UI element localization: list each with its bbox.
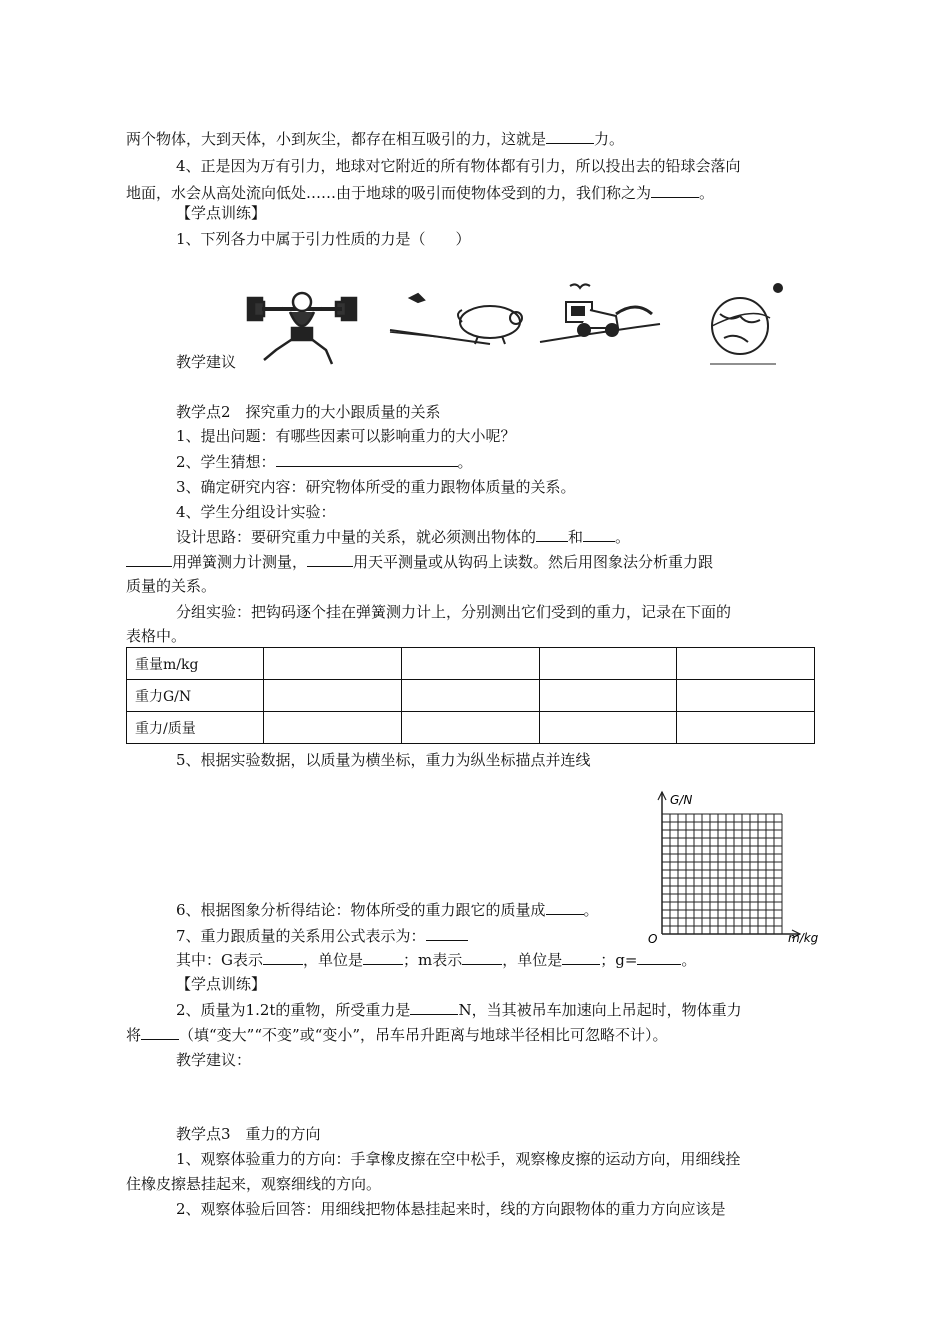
table-row (127, 648, 815, 680)
fill-blank[interactable] (141, 1025, 179, 1040)
sled-animal-image (390, 294, 522, 344)
weightlifter-image (248, 293, 356, 364)
section-heading: 【学点训练】 (176, 204, 267, 222)
grid-lines (662, 814, 782, 934)
fill-blank[interactable] (651, 183, 699, 198)
earth-moon-image (710, 284, 782, 364)
table-cell[interactable] (264, 648, 402, 680)
fill-blank[interactable] (126, 552, 172, 567)
table-cell[interactable] (677, 712, 815, 744)
section-heading: 教学点2 探究重力的大小跟质量的关系 (176, 403, 441, 421)
fill-blank[interactable] (546, 900, 584, 915)
vehicle-image (540, 284, 660, 342)
table-cell[interactable] (539, 680, 677, 712)
text-line: 两个物体，大到天体，小到灰尘，都存在相互吸引的力，这就是 力。 (126, 130, 625, 148)
fill-blank[interactable] (536, 527, 568, 542)
y-axis-label: G/N (670, 793, 693, 807)
row-label: 重力G/N (127, 680, 264, 712)
table-cell[interactable] (677, 680, 815, 712)
formula-blank[interactable] (426, 926, 468, 941)
text-line: 2、观察体验后回答：用细线把物体悬挂起来时，线的方向跟物体的重力方向应该是 (176, 1200, 726, 1218)
text-line: 1、观察体验重力的方向：手拿橡皮擦在空中松手，观察橡皮擦的运动方向，用细线拴 (176, 1150, 741, 1168)
text-line: 地面，水会从高处流向低处……由于地球的吸引而使物体受到的力，我们称之为 。 (126, 184, 715, 202)
text-line: 6、根据图象分析得结论：物体所受的重力跟它的质量成 。 (176, 901, 599, 919)
text-line: 2、质量为1.2t的重物，所受重力是 N，当其被吊车加速向上吊起时，物体重力 (176, 1001, 742, 1019)
text-line: 表格中。 (126, 627, 187, 645)
table-cell[interactable] (539, 648, 677, 680)
text-line: 2、学生猜想： 。 (176, 453, 473, 471)
table-cell[interactable] (264, 712, 402, 744)
text-line: 7、重力跟质量的关系用公式表示为： (176, 926, 468, 946)
teaching-suggestion: 教学建议： (176, 1051, 252, 1069)
text-line: 4、正是因为万有引力，地球对它附近的所有物体都有引力，所以投出去的铅球会落向 (176, 157, 741, 175)
section-heading: 【学点训练】 (176, 975, 267, 993)
guess-blank[interactable] (276, 452, 458, 467)
row-label: 重量m/kg (127, 648, 264, 680)
text-line: 4、学生分组设计实验： (176, 503, 336, 521)
fill-blank[interactable] (562, 950, 600, 965)
question-1: 1、下列各力中属于引力性质的力是（ ） (176, 230, 471, 248)
graph-grid[interactable] (640, 786, 830, 946)
fill-blank[interactable] (637, 950, 681, 965)
x-axis-label: m/kg (788, 931, 819, 945)
text-line: 其中：G表示 ，单位是 ；m表示 ，单位是 ；g= 。 (176, 951, 697, 969)
text-line: 分组实验：把钩码逐个挂在弹簧测力计上，分别测出它们受到的重力，记录在下面的 (176, 603, 732, 621)
fill-blank[interactable] (410, 1000, 458, 1015)
table-cell[interactable] (401, 648, 539, 680)
text-line: 住橡皮擦悬挂起来，观察细线的方向。 (126, 1175, 382, 1193)
table-cell[interactable] (539, 712, 677, 744)
table-cell[interactable] (401, 712, 539, 744)
text-line: 5、根据实验数据，以质量为横坐标，重力为纵坐标描点并连线 (176, 751, 591, 769)
table-cell[interactable] (264, 680, 402, 712)
table-row (127, 712, 815, 744)
fill-blank[interactable] (546, 129, 594, 144)
fill-blank[interactable] (363, 950, 403, 965)
text-line: 将 （填“变大”“不变”或“变小”，吊车吊升距离与地球半径相比可忽略不计）。 (126, 1026, 668, 1044)
fill-blank[interactable] (583, 527, 615, 542)
text-line: 用弹簧测力计测量， 用天平测量或从钩码上读数。然后用图象法分析重力跟 (126, 552, 713, 572)
fill-blank[interactable] (263, 950, 303, 965)
section-heading: 教学点3 重力的方向 (176, 1125, 321, 1143)
row-label: 重力/质量 (127, 712, 264, 744)
table-row (127, 680, 815, 712)
text-line: 设计思路：要研究重力中量的关系，就必须测出物体的 和 。 (176, 528, 631, 546)
text-line: 质量的关系。 (126, 577, 217, 595)
force-illustrations (240, 280, 800, 372)
teaching-suggestion: 教学建议 (176, 353, 237, 371)
origin-label: O (648, 932, 658, 946)
data-table (126, 647, 815, 744)
table-cell[interactable] (401, 680, 539, 712)
fill-blank[interactable] (307, 552, 353, 567)
table-cell[interactable] (677, 648, 815, 680)
text-line: 3、确定研究内容：研究物体所受的重力跟物体质量的关系。 (176, 478, 576, 496)
text-line: 1、提出问题：有哪些因素可以影响重力的大小呢？ (176, 427, 516, 445)
fill-blank[interactable] (462, 950, 502, 965)
